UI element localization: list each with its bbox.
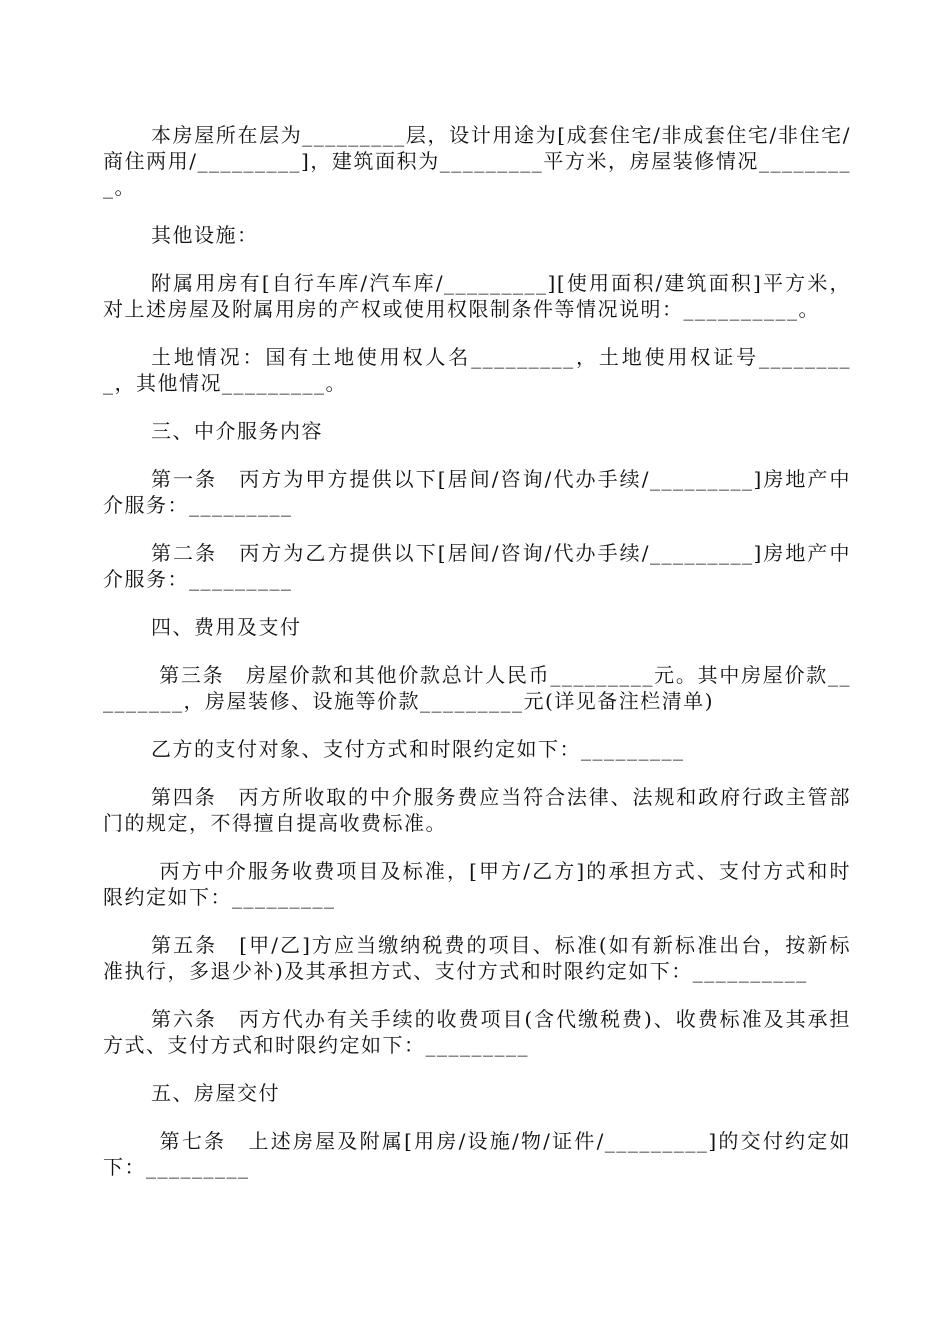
paragraph-service-fee-items: 丙方中介服务收费项目及标准，[甲方/乙方]的承担方式、支付方式和时限约定如下：_________ bbox=[103, 859, 852, 909]
article-3: 第三条 房屋价款和其他价款总计人民币_________元。其中房屋价款_________，房屋装修、设施等价款_________元(详见备注栏清单) bbox=[103, 663, 852, 713]
section-heading-fees-payment: 四、费用及支付 bbox=[151, 615, 302, 639]
paragraph-other-facilities: 其他设施： bbox=[151, 223, 259, 247]
article-7: 第七条 上述房屋及附属[用房/设施/物/证件/_________]的交付约定如下：_________ bbox=[103, 1129, 852, 1179]
document-body bbox=[103, 122, 851, 1202]
section-heading-intermediary-services: 三、中介服务内容 bbox=[151, 419, 323, 443]
article-5: 第五条 [甲/乙]方应当缴纳税费的项目、标准(如有新标准出台，按新标准执行，多退少补)及其承担方式、支付方式和时限约定如下：__________ bbox=[103, 933, 851, 983]
paragraph-auxiliary-rooms: 附属用房有[自行车库/汽车库/_________][使用面积/建筑面积]平方米，对上述房屋及附属用房的产权或使用权限制条件等情况说明：__________。 bbox=[103, 271, 851, 321]
article-2: 第二条 丙方为乙方提供以下[居间/咨询/代办手续/_________]房地产中介服务：_________ bbox=[103, 541, 851, 591]
paragraph-land-info: 土地情况：国有土地使用权人名_________，土地使用权证号_________，其他情况_________。 bbox=[103, 345, 851, 395]
paragraph-floor-usage-area: 本房屋所在层为_________层，设计用途为[成套住宅/非成套住宅/非住宅/商住两用/_________]，建筑面积为_________平方米，房屋装修情况_________。 bbox=[103, 123, 851, 199]
article-4: 第四条 丙方所收取的中介服务费应当符合法律、法规和政府行政主管部门的规定，不得擅自提高收费标准。 bbox=[103, 785, 851, 835]
article-6: 第六条 丙方代办有关手续的收费项目(含代缴税费)、收费标准及其承担方式、支付方式和时限约定如下：_________ bbox=[103, 1007, 851, 1057]
article-1: 第一条 丙方为甲方提供以下[居间/咨询/代办手续/_________]房地产中介服务：_________ bbox=[103, 467, 851, 517]
section-heading-house-delivery: 五、房屋交付 bbox=[151, 1081, 280, 1105]
paragraph-buyer-payment: 乙方的支付对象、支付方式和时限约定如下：_________ bbox=[151, 737, 685, 761]
